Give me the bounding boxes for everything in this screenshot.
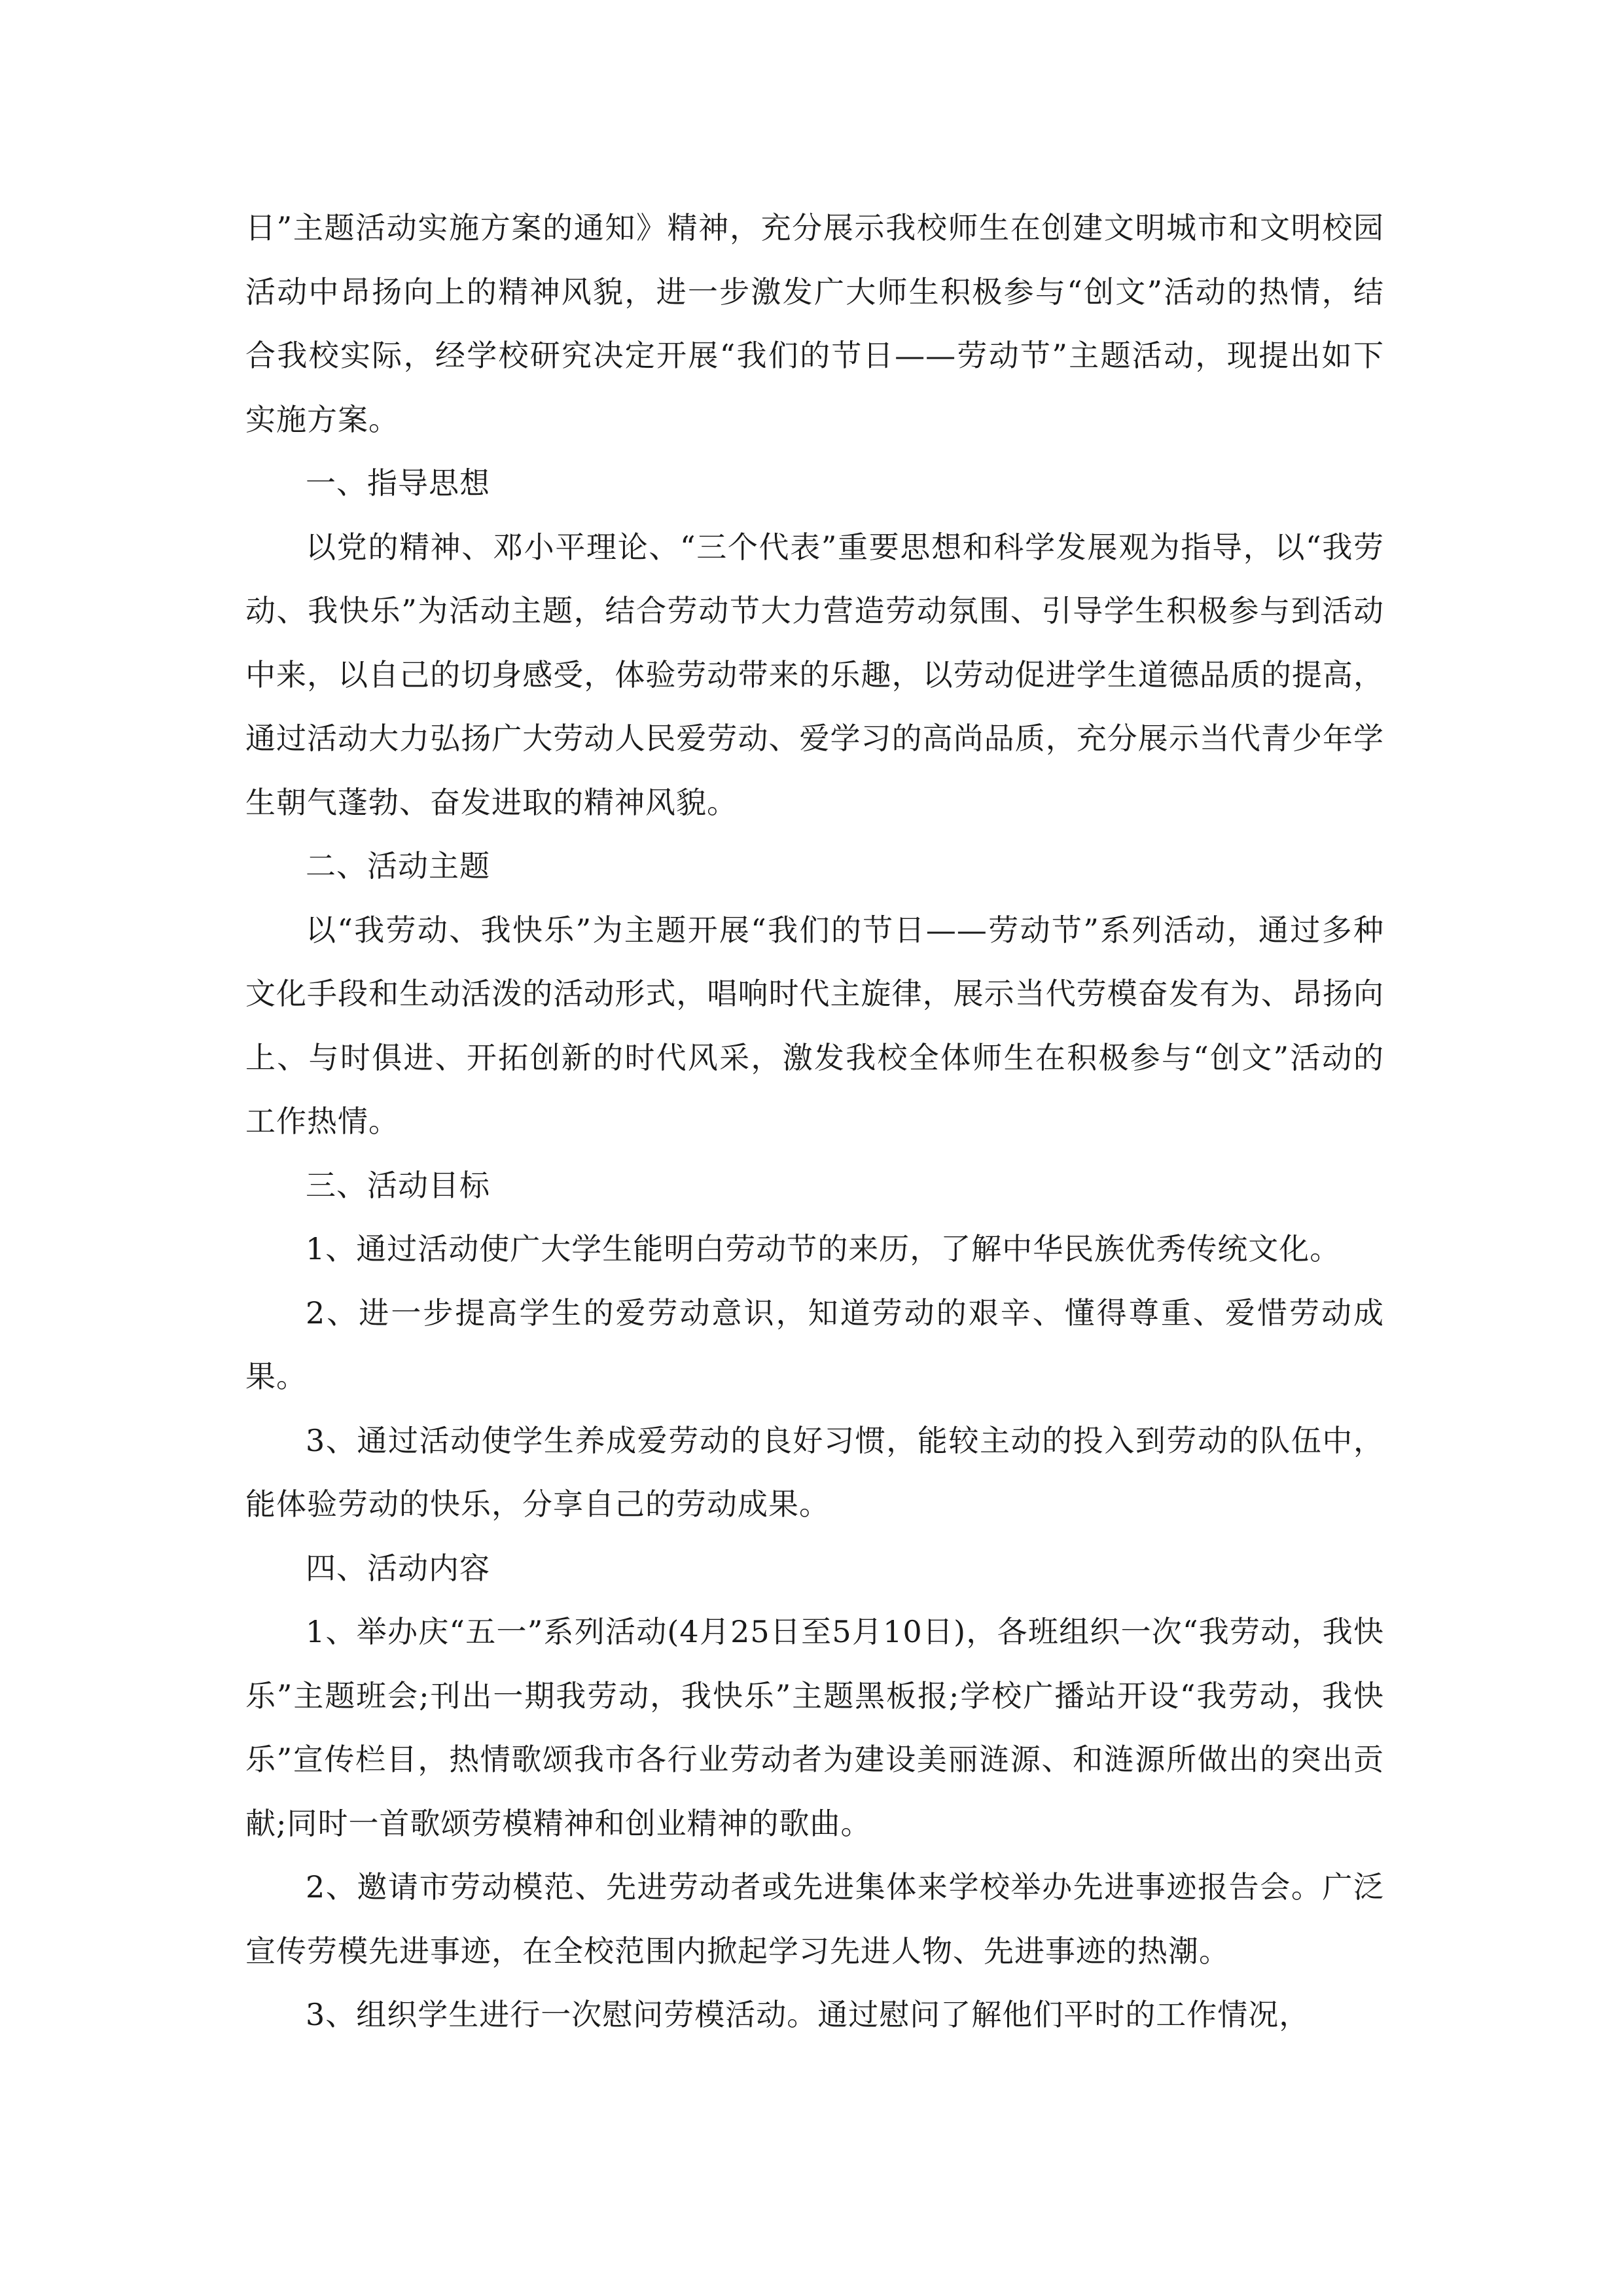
section-heading-guiding-thought: 一、指导思想 (306, 465, 490, 501)
document-body (245, 196, 1384, 2047)
section-heading-activity-theme: 二、活动主题 (306, 848, 490, 884)
section-heading-activity-content: 四、活动内容 (306, 1550, 490, 1586)
paragraph-guiding-thought: 以党的精神、邓小平理论、“三个代表”重要思想和科学发展观为指导，以“我劳动、我快乐”为活动主题，结合劳动节大力营造劳动氛围、引导学生积极参与到活动中来，以自己的切身感受，体验劳动带来的乐趣，以劳动促进学生道德品质的提高，通过活动大力弘扬广大劳动人民爱劳动、爱学习的高尚品质，充分展示当代青少年学生朝气蓬勃、奋发进取的精神风貌。 (245, 529, 1384, 820)
paragraph-content-3: 3、组织学生进行一次慰问劳模活动。通过慰问了解他们平时的工作情况， (306, 1997, 1310, 2032)
paragraph-activity-theme: 以“我劳动、我快乐”为主题开展“我们的节日——劳动节”系列活动，通过多种文化手段和生动活泼的活动形式，唱响时代主旋律，展示当代劳模奋发有为、昂扬向上、与时俱进、开拓创新的时代风采，激发我校全体师生在积极参与“创文”活动的工作热情。 (245, 912, 1384, 1139)
paragraph-content-1: 1、举办庆“五一”系列活动(4月25日至5月10日)，各班组织一次“我劳动，我快乐”主题班会;刊出一期我劳动，我快乐”主题黑板报;学校广播站开设“我劳动，我快乐”宣传栏目，热情歌颂我市各行业劳动者为建设美丽涟源、和涟源所做出的突出贡献;同时一首歌颂劳模精神和创业精神的歌曲。 (245, 1614, 1384, 1841)
paragraph-continuation: 日”主题活动实施方案的通知》精神，充分展示我校师生在创建文明城市和文明校园活动中昂扬向上的精神风貌，进一步激发广大师生积极参与“创文”活动的热情，结合我校实际，经学校研究决定开展“我们的节日——劳动节”主题活动，现提出如下实施方案。 (245, 210, 1384, 437)
paragraph-goal-1: 1、通过活动使广大学生能明白劳动节的来历，了解中华民族优秀传统文化。 (306, 1231, 1341, 1266)
paragraph-goal-2: 2、进一步提高学生的爱劳动意识，知道劳动的艰辛、懂得尊重、爱惜劳动成果。 (245, 1295, 1384, 1394)
paragraph-content-2: 2、邀请市劳动模范、先进劳动者或先进集体来学校举办先进事迹报告会。广泛宣传劳模先进事迹，在全校范围内掀起学习先进人物、先进事迹的热潮。 (245, 1869, 1384, 1969)
paragraph-goal-3: 3、通过活动使学生养成爱劳动的良好习惯，能较主动的投入到劳动的队伍中，能体验劳动的快乐，分享自己的劳动成果。 (245, 1422, 1384, 1522)
section-heading-activity-goals: 三、活动目标 (306, 1167, 490, 1203)
